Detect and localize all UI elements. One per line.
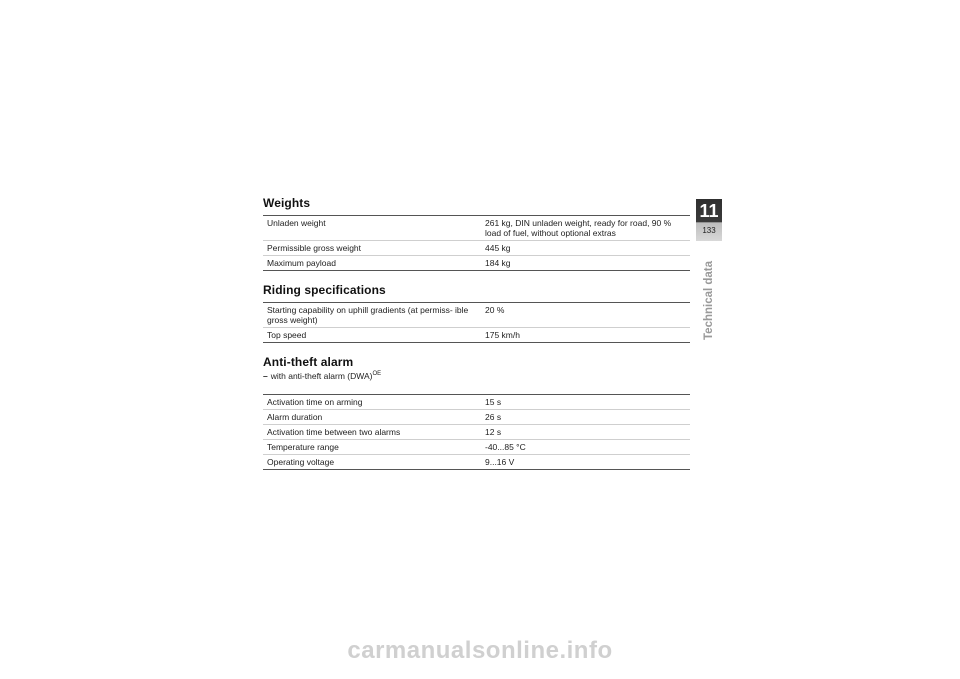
table-row [263, 303, 690, 328]
chapter-label: Technical data [703, 260, 715, 340]
row-label: Operating voltage [263, 455, 481, 470]
table-row [263, 410, 690, 425]
row-value: 9...16 V [481, 455, 690, 470]
alarm-subtitle [263, 371, 690, 381]
table-row [263, 425, 690, 440]
riding-section [263, 283, 690, 343]
riding-table [263, 302, 690, 343]
optional-equipment-mark: OE [372, 371, 382, 378]
section-title-riding: Riding specifications [263, 283, 386, 297]
row-value: -40...85 °C [481, 440, 690, 455]
weights-table [263, 215, 690, 271]
row-label: Maximum payload [263, 256, 481, 271]
chapter-number: 11 [699, 201, 719, 221]
table-row [263, 216, 690, 241]
table-row [263, 328, 690, 343]
table-row [263, 395, 690, 410]
weights-section [263, 196, 690, 271]
row-label: Starting capability on uphill gradients (at permiss- ible gross weight) [263, 303, 481, 328]
row-label: Permissible gross weight [263, 241, 481, 256]
table-row [263, 241, 690, 256]
row-value: 175 km/h [481, 328, 690, 343]
alarm-subtitle-text: with anti-theft alarm (DWA) [270, 371, 373, 381]
row-value: 184 kg [481, 256, 690, 271]
row-label: Activation time on arming [263, 395, 481, 410]
row-label: Temperature range [263, 440, 481, 455]
row-value: 15 s [481, 395, 690, 410]
watermark: carmanualsonline.info [347, 637, 613, 664]
row-value: 445 kg [481, 241, 690, 256]
row-label: Unladen weight [263, 216, 481, 241]
dash-icon: – [263, 371, 268, 381]
table-row [263, 455, 690, 470]
row-label: Top speed [263, 328, 481, 343]
row-label: Alarm duration [263, 410, 481, 425]
section-title-weights: Weights [263, 196, 311, 210]
row-label: Activation time between two alarms [263, 425, 481, 440]
row-value: 20 % [481, 303, 690, 328]
chapter-tab [696, 199, 722, 241]
table-row [263, 256, 690, 271]
alarm-table [263, 394, 690, 470]
row-value: 26 s [481, 410, 690, 425]
document-content [263, 196, 690, 482]
alarm-section [263, 355, 690, 470]
row-value: 12 s [481, 425, 690, 440]
page-number: 133 [702, 226, 716, 235]
table-row [263, 440, 690, 455]
section-title-alarm: Anti-theft alarm [263, 355, 354, 369]
row-value: 261 kg, DIN unladen weight, ready for road, 90 % load of fuel, without optional extras [481, 216, 690, 241]
